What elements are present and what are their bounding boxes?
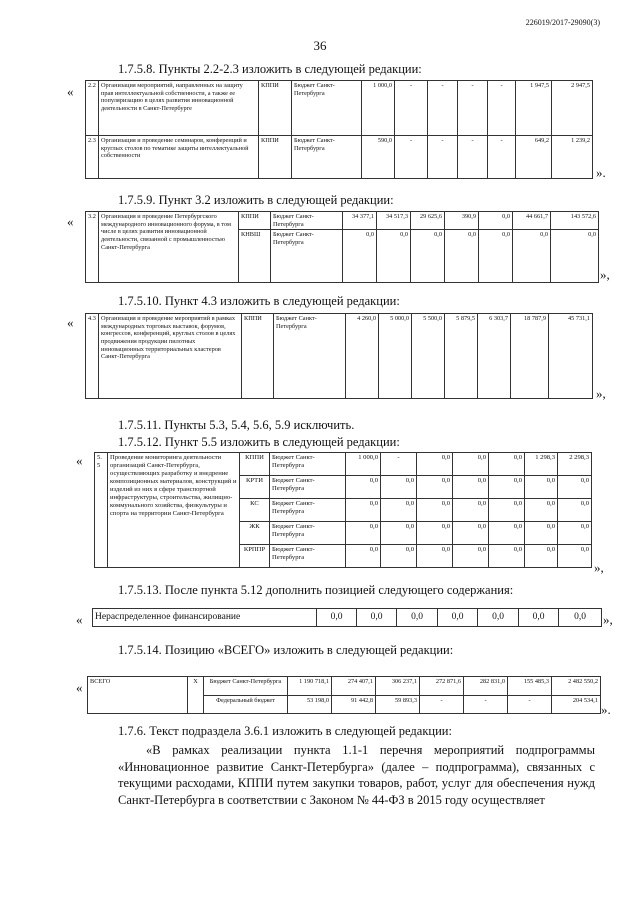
table-cell: 0,0 bbox=[513, 230, 551, 283]
table-cell: 0,0 bbox=[411, 230, 445, 283]
point-name: Организация и проведение Петербургского международного инновационного форума, в том числе в целях развития инновационной деятельности, связанной с промышленностью Санкт-Петербурга bbox=[99, 212, 239, 283]
table-cell: 0,0 bbox=[525, 476, 558, 499]
table-cell: 0,0 bbox=[381, 499, 417, 522]
open-quote: « bbox=[76, 612, 83, 627]
table-cell: Бюджет Санкт-Петербурга bbox=[292, 136, 362, 179]
table-cell: 0,0 bbox=[453, 476, 489, 499]
table-cell: 0,0 bbox=[343, 230, 377, 283]
point-number: 5.5 bbox=[95, 453, 108, 568]
table-cell: 5 500,0 bbox=[412, 314, 445, 399]
table-cell: - bbox=[381, 453, 417, 476]
table-point-3-2 bbox=[85, 211, 599, 283]
table-cell: 1 239,2 bbox=[552, 136, 593, 179]
document-number: 226019/2017-29090(3) bbox=[525, 18, 600, 27]
table-cell: 0,0 bbox=[417, 545, 453, 568]
table-cell: - bbox=[428, 81, 458, 136]
table-cell: 143 572,6 bbox=[551, 212, 599, 230]
table-cell: 274 407,1 bbox=[332, 677, 376, 696]
table-cell: 0,0 bbox=[381, 545, 417, 568]
table-cell: Федеральный бюджет bbox=[204, 695, 288, 714]
table-cell: Бюджет Санкт-Петербурга bbox=[270, 522, 346, 545]
table-cell: КС bbox=[240, 499, 270, 522]
point-name: Организация мероприятий, направленных на защиту прав интеллектуальной собственности, а также ее популяризацию в целях развития инновационной деятельности в Санкт-Петербурге bbox=[99, 81, 259, 136]
table-points-2-2-2-3 bbox=[85, 80, 593, 179]
close-quote: ». bbox=[596, 165, 606, 180]
table-cell: - bbox=[420, 695, 464, 714]
section-heading-1-7-5-14: 1.7.5.14. Позицию «ВСЕГО» изложить в следующей редакции: bbox=[118, 643, 454, 657]
table-cell: 1 947,5 bbox=[516, 81, 552, 136]
table-cell: 4 260,0 bbox=[346, 314, 379, 399]
total-label: ВСЕГО bbox=[88, 677, 188, 714]
table-cell: 0,0 bbox=[381, 522, 417, 545]
table-cell: 44 661,7 bbox=[513, 212, 551, 230]
table-cell: 590,0 bbox=[362, 136, 395, 179]
table-cell: 0,0 bbox=[489, 545, 525, 568]
table-cell: 1 000,0 bbox=[346, 453, 381, 476]
table-cell: Бюджет Санкт-Петербурга bbox=[274, 314, 346, 399]
table-cell: - bbox=[488, 136, 516, 179]
table-cell: 0,0 bbox=[489, 476, 525, 499]
table-cell: 1 000,0 bbox=[362, 81, 395, 136]
table-cell: 0,0 bbox=[397, 609, 438, 627]
table-cell: 0,0 bbox=[381, 476, 417, 499]
open-quote: « bbox=[67, 84, 74, 99]
table-cell: 0,0 bbox=[489, 499, 525, 522]
table-cell: КППИ bbox=[239, 212, 271, 230]
table-cell: Бюджет Санкт-Петербурга bbox=[270, 499, 346, 522]
table-cell: 0,0 bbox=[438, 609, 478, 627]
table-cell: 0,0 bbox=[346, 499, 381, 522]
table-cell: - bbox=[464, 695, 508, 714]
table-cell: Бюджет Санкт-Петербурга bbox=[271, 212, 343, 230]
table-row bbox=[93, 609, 602, 627]
table-cell: 0,0 bbox=[559, 609, 602, 627]
table-cell: 0,0 bbox=[357, 609, 397, 627]
table-cell: 0,0 bbox=[525, 545, 558, 568]
table-cell: Бюджет Санкт-Петербурга bbox=[204, 677, 288, 696]
table-cell: 6 303,7 bbox=[478, 314, 511, 399]
table-cell: 155 485,3 bbox=[508, 677, 552, 696]
open-quote: « bbox=[76, 453, 83, 468]
table-cell: 0,0 bbox=[417, 522, 453, 545]
table-cell: 0,0 bbox=[551, 230, 599, 283]
table-cell: - bbox=[508, 695, 552, 714]
table-cell: КРТИ bbox=[240, 476, 270, 499]
table-cell: Бюджет Санкт-Петербурга bbox=[270, 453, 346, 476]
table-cell: 282 831,0 bbox=[464, 677, 508, 696]
table-cell: 0,0 bbox=[489, 522, 525, 545]
table-cell: 34 517,3 bbox=[377, 212, 411, 230]
table-cell: 2 482 550,2 bbox=[552, 677, 601, 696]
table-cell: 0,0 bbox=[417, 499, 453, 522]
table-cell: 53 198,0 bbox=[288, 695, 332, 714]
table-point-5-5 bbox=[94, 452, 592, 568]
point-number: 3.2 bbox=[86, 212, 99, 283]
table-cell: 18 787,9 bbox=[511, 314, 549, 399]
table-cell: 5 000,0 bbox=[379, 314, 412, 399]
table-cell: 1 190 718,1 bbox=[288, 677, 332, 696]
section-heading-1-7-5-13: 1.7.5.13. После пункта 5.12 дополнить позицией следующего содержания: bbox=[118, 583, 514, 597]
table-cell: 0,0 bbox=[479, 212, 513, 230]
table-cell: 0,0 bbox=[417, 453, 453, 476]
page-number: 36 bbox=[313, 38, 327, 53]
table-cell: Бюджет Санкт-Петербурга bbox=[270, 476, 346, 499]
table-cell: 2 298,3 bbox=[558, 453, 592, 476]
table-cell: 649,2 bbox=[516, 136, 552, 179]
table-cell: 4.3 bbox=[86, 314, 99, 399]
table-cell: КППИ bbox=[240, 453, 270, 476]
body-text-3-6-1 bbox=[118, 742, 595, 808]
table-cell: 0,0 bbox=[558, 499, 592, 522]
table-cell: 0,0 bbox=[519, 609, 559, 627]
table-cell: - bbox=[395, 136, 428, 179]
section-heading-1-7-5-9: 1.7.5.9. Пункт 3.2 изложить в следующей редакции: bbox=[118, 193, 394, 207]
table-cell: 0,0 bbox=[453, 545, 489, 568]
close-quote: », bbox=[596, 386, 606, 401]
table-cell: 306 237,1 bbox=[376, 677, 420, 696]
table-cell: Бюджет Санкт-Петербурга bbox=[271, 230, 343, 283]
table-cell: - bbox=[458, 81, 488, 136]
total-x-mark: Х bbox=[188, 677, 204, 714]
point-name: Организация и проведение семинаров, конференций и круглых столов по тематике защиты интеллектуальной собственности bbox=[99, 136, 259, 179]
table-cell: 0,0 bbox=[346, 545, 381, 568]
table-total bbox=[87, 676, 601, 714]
table-cell: Бюджет Санкт-Петербурга bbox=[270, 545, 346, 568]
table-cell: 1 298,3 bbox=[525, 453, 558, 476]
open-quote: « bbox=[67, 214, 74, 229]
table-cell: 0,0 bbox=[525, 522, 558, 545]
table-cell: Бюджет Санкт-Петербурга bbox=[292, 81, 362, 136]
table-cell: 0,0 bbox=[558, 522, 592, 545]
table-cell: 0,0 bbox=[478, 609, 519, 627]
table-cell: 0,0 bbox=[346, 476, 381, 499]
table-cell: 0,0 bbox=[525, 499, 558, 522]
table-cell: 0,0 bbox=[445, 230, 479, 283]
section-heading-1-7-5-12: 1.7.5.12. Пункт 5.5 изложить в следующей редакции: bbox=[118, 435, 400, 449]
table-cell: 272 871,6 bbox=[420, 677, 464, 696]
table-cell: КППИ bbox=[242, 314, 274, 399]
table-cell: 0,0 bbox=[346, 522, 381, 545]
table-cell: 0,0 bbox=[377, 230, 411, 283]
table-cell: 2.2 bbox=[86, 81, 99, 136]
table-cell: 59 893,3 bbox=[376, 695, 420, 714]
row-label: Нераспределенное финансирование bbox=[93, 609, 317, 627]
table-cell: КППИ bbox=[259, 81, 292, 136]
point-name: Проведение мониторинга деятельности организаций Санкт-Петербурга, осуществляющих разработку и внедрение композиционных материалов, конструкций и изделий из них в сфере транспортной инфраструктуры, строительства, жилищно-коммунального хозяйства, физкультуры и спорта на территории Санкт-Петербурга bbox=[108, 453, 240, 568]
table-cell: 0,0 bbox=[417, 476, 453, 499]
table-row bbox=[86, 314, 593, 399]
section-heading-1-7-5-10: 1.7.5.10. Пункт 4.3 изложить в следующей редакции: bbox=[118, 294, 400, 308]
table-cell: 0,0 bbox=[453, 499, 489, 522]
table-cell: КНВШ bbox=[239, 230, 271, 283]
table-row bbox=[86, 136, 593, 179]
table-cell: КРППР bbox=[240, 545, 270, 568]
table-cell: 204 534,1 bbox=[552, 695, 601, 714]
table-cell: 390,9 bbox=[445, 212, 479, 230]
table-cell: 2 947,5 bbox=[552, 81, 593, 136]
table-cell: - bbox=[458, 136, 488, 179]
table-cell: ЖК bbox=[240, 522, 270, 545]
table-cell: 5 879,5 bbox=[445, 314, 478, 399]
table-cell: 0,0 bbox=[453, 453, 489, 476]
table-cell: - bbox=[428, 136, 458, 179]
table-cell: - bbox=[488, 81, 516, 136]
section-heading-1-7-5-8: 1.7.5.8. Пункты 2.2-2.3 изложить в следующей редакции: bbox=[118, 62, 422, 76]
point-name: Организация и проведение мероприятий в рамках международных торговых выставок, форумов, конгрессов, конференций, круглых столов в целях продвижения продукции пилотных инновационных территориальных кластеров Санкт-Петербурга bbox=[99, 314, 242, 399]
table-cell: 0,0 bbox=[558, 545, 592, 568]
close-quote: », bbox=[594, 560, 604, 575]
section-heading-1-7-6: 1.7.6. Текст подраздела 3.6.1 изложить в следующей редакции: bbox=[118, 724, 452, 738]
close-quote: ». bbox=[601, 702, 611, 717]
table-cell: КППИ bbox=[259, 136, 292, 179]
table-cell: 2.3 bbox=[86, 136, 99, 179]
table-cell: 0,0 bbox=[558, 476, 592, 499]
open-quote: « bbox=[67, 315, 74, 330]
close-quote: », bbox=[600, 267, 610, 282]
table-cell: 34 377,1 bbox=[343, 212, 377, 230]
table-cell: 0,0 bbox=[489, 453, 525, 476]
table-point-4-3 bbox=[85, 313, 593, 399]
table-cell: 29 625,6 bbox=[411, 212, 445, 230]
paragraph: «В рамках реализации пункта 1.1-1 перечня мероприятий подпрограммы «Инновационное развитие Санкт-Петербурга» (далее – подпрограмма), связанных с текущими расходами, КППИ путем закупки товаров, работ, услуг для обеспечения нужд Санкт-Петербурга в соответствии с Законом № 44-ФЗ в 2015 году осуществляет bbox=[118, 743, 595, 807]
close-quote: », bbox=[603, 612, 613, 627]
table-cell: 45 731,1 bbox=[549, 314, 593, 399]
table-row bbox=[86, 81, 593, 136]
table-cell: - bbox=[395, 81, 428, 136]
table-unallocated-financing bbox=[92, 608, 602, 627]
table-cell: 0,0 bbox=[317, 609, 357, 627]
table-cell: 0,0 bbox=[453, 522, 489, 545]
open-quote: « bbox=[76, 680, 83, 695]
table-cell: 91 442,8 bbox=[332, 695, 376, 714]
table-cell: 0,0 bbox=[479, 230, 513, 283]
section-heading-1-7-5-11: 1.7.5.11. Пункты 5.3, 5.4, 5.6, 5.9 исключить. bbox=[118, 418, 355, 432]
